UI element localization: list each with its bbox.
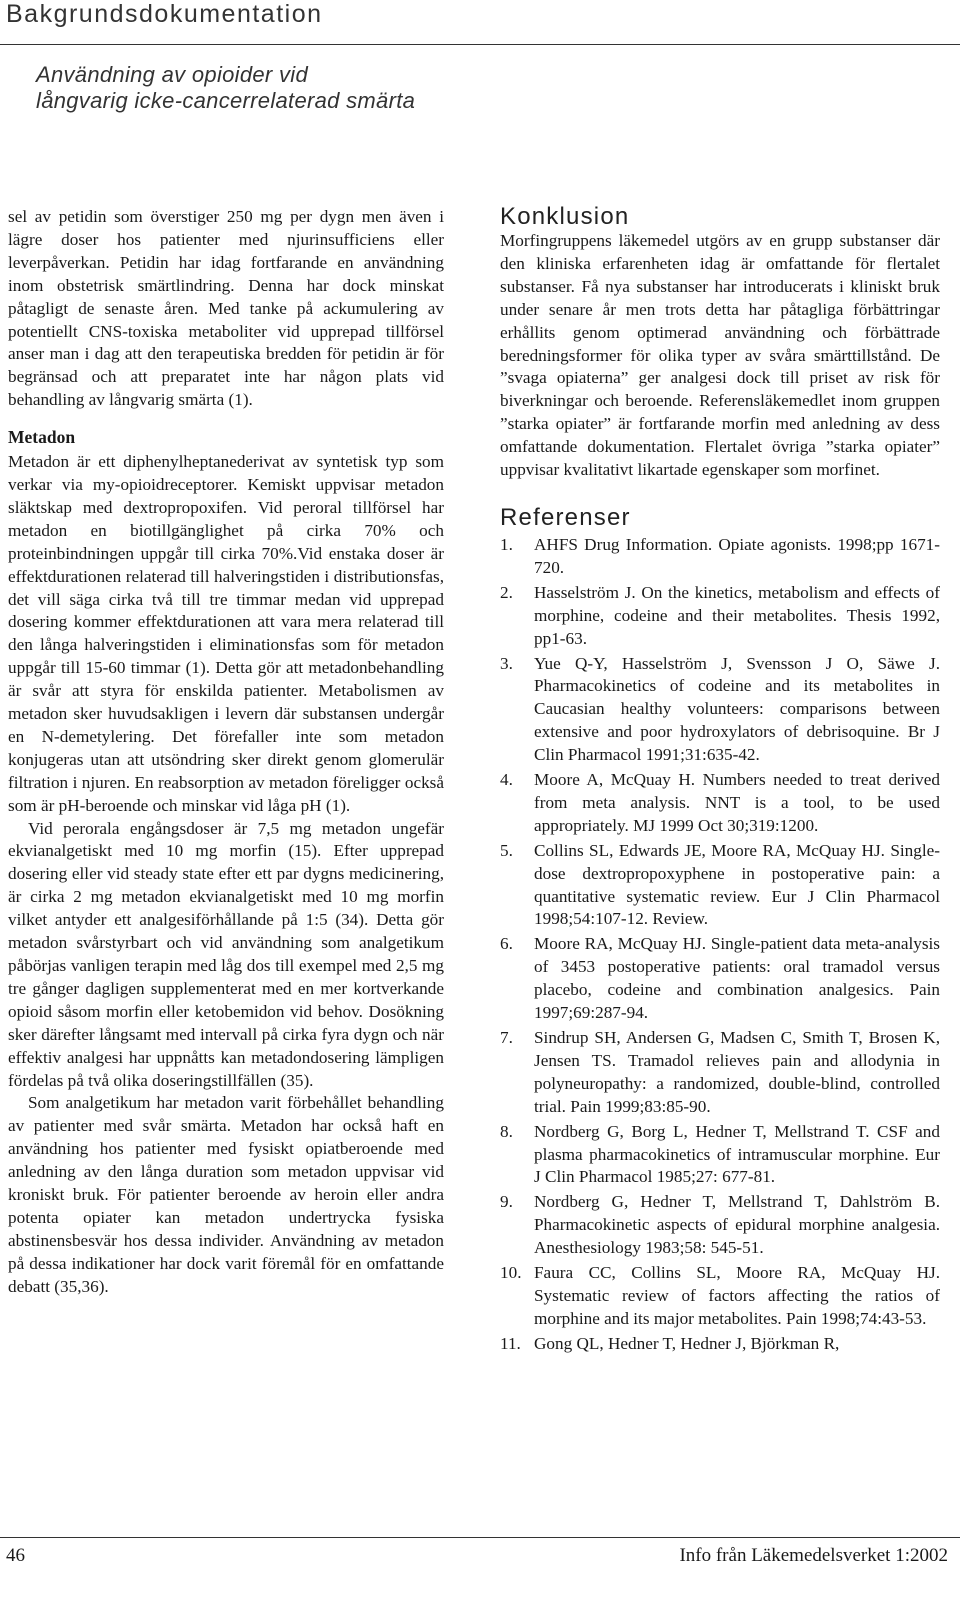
reference-number: 9. — [500, 1192, 513, 1212]
reference-text: Sindrup SH, Andersen G, Madsen C, Smith T, Brosen K, Jensen TS. Tramadol relieves pain and allodynia in polyneuropathy: a randomized, double-blind, controlled trial. Pain 1999;83:85-90. — [534, 1028, 940, 1116]
reference-number: 10. — [500, 1263, 522, 1283]
reference-number: 11. — [500, 1333, 521, 1353]
petidin-paragraph: sel av petidin som överstiger 250 mg per dygn men även i lägre doser hos patienter med njurinsufficiens eller leverpåverkan. Petidin har idag fortfarande en användning inom obstetrisk smärtlindring. Denna har dock minskat påtagligt de senaste åren. Med tanke på ackumulering av potentiellt CNS-toxiska metaboliter vid upprepad tillförsel anser man i dag att den terapeutiska bredden för petidin är för begränsad och att preparatet inte har någon plats vid behandling av långvarig smärta (1). — [8, 207, 444, 410]
reference-number: 1. — [500, 534, 513, 554]
subtitle-line-1: Användning av opioider vid — [36, 62, 308, 87]
konklusion-paragraph: Morfingruppens läkemedel utgörs av en grupp substanser där den kliniska erfarenheten idag är omfattande för flertalet substanser. Få nya substanser har introducerats i kliniskt bruk under senare år men trots detta har påtagliga förbättringar erhållits genom optimerad användning och förbättrade beredningsformer för olika typer av svåra smärttillstånd. De ”svaga opiaterna” ger analgesi dock till priset av risk för biverkningar och beroende. Referensläkemedlet inom gruppen ”starka opiater” är fortfarande morfin med anledning av dess omfattande dokumentation. Flertalet övriga ”starka opiater” uppvisar kvalitativt likartade egenskaper som morfinet. — [500, 231, 940, 480]
reference-text: Collins SL, Edwards JE, Moore RA, McQuay HJ. Single-dose dextropropoxyphene in postoperative pain: a quantitative systematic review. Eur J Clin Pharmacol 1998;54:107-12. Review. — [534, 840, 940, 929]
referenser-heading: Referenser — [500, 503, 631, 531]
reference-text: Nordberg G, Borg L, Hedner T, Mellstrand T. CSF and plasma pharmacokinetics of intramuscular morphine. Eur J Clin Pharmacol 1985;27: 677-81. — [534, 1121, 940, 1187]
reference-number: 7. — [500, 1028, 513, 1047]
metadon-heading: Metadon — [8, 427, 76, 448]
reference-list — [500, 534, 940, 1356]
reference-number: 6. — [500, 934, 513, 954]
reference-text: Yue Q-Y, Hasselström J, Svensson J O, Säwe J. Pharmacokinetics of codeine and its metabolites in Caucasian healthy volunteers: comparisons between extensive and poor hydroxylators of debrisoquine. Br J Clin Pharmacol 1991;31:635-42. — [534, 653, 940, 765]
reference-text: Moore A, McQuay H. Numbers needed to treat derived from meta analysis. NNT is a tool, to be used appropriately. MJ 1999 Oct 30;319:1200. — [534, 770, 940, 835]
reference-item — [500, 1027, 940, 1119]
metadon-paragraph-1: Metadon är ett diphenylheptanederivat av syntetisk typ som verkar via my-opioidreceptorer. Kemiskt uppvisar metadon släktskap med dextropropoxifen. Vid peroral tillförsel har metadon en biotillgänglighet på cirka 70% och proteinbindningen uppgår till cirka 70%.Vid enstaka doser är effektdurationen relaterad till halveringstiden i distributionsfas, det vill säga cirka två till tre timmar medan vid upprepad dosering kommer effektdurationen att vara mera relaterad till den långa halveringstiden i eliminationsfas som för metadon uppgår till 15-60 timmar (1). Detta gör att metadonbehandling är svår att styra för enskilda patienter. Metabolismen av metadon sker huvudsakligen i levern där substansen undergår en N-demetylering. Det förefaller inte som metadon konjugeras utan att utsöndring sker direkt genom glomerulär filtration i njuren. En reabsorption av metadon föreligger också som är pH-beroende och minskar vid låga pH (1). — [8, 452, 444, 815]
reference-item — [500, 1191, 940, 1260]
reference-number: 2. — [500, 582, 513, 602]
page-number: 46 — [6, 1545, 25, 1566]
reference-text: AHFS Drug Information. Opiate agonists. 1998;pp 1671-720. — [534, 534, 940, 577]
reference-text: Hasselström J. On the kinetics, metabolism and effects of morphine, codeine and their metabolites. Thesis 1992, pp1-63. — [534, 582, 940, 648]
reference-number: 5. — [500, 840, 513, 860]
reference-number: 3. — [500, 653, 513, 673]
header-divider — [0, 44, 960, 45]
reference-text: Moore RA, McQuay HJ. Single-patient data meta-analysis of 3453 postoperative patients: oral tramadol versus placebo, codeine and combination analgesics. Pain 1997;69:287-94. — [534, 934, 940, 1023]
reference-item — [500, 1262, 940, 1331]
publication-name: Info från Läkemedelsverket 1:2002 — [679, 1545, 948, 1566]
footer-divider — [0, 1537, 960, 1538]
reference-item — [500, 840, 940, 932]
reference-item — [500, 1333, 940, 1356]
reference-item — [500, 534, 940, 580]
reference-item — [500, 933, 940, 1025]
metadon-paragraph-3: Som analgetikum har metadon varit förbehållet behandling av patienter med svår smärta. Metadon har också haft en användning hos patienter med fysiskt opiatberoende med anledning av den långa duration som metadon uppvisar vid kroniskt bruk. För patienter beroende av heroin eller andra potenta opiater kan metadon undertrycka fysiska abstinensbesvär hos dessa individer. Användning av metadon på dessa indikationer har dock varit föremål för en omfattande debatt (35,36). — [8, 1093, 444, 1296]
reference-text: Faura CC, Collins SL, Moore RA, McQuay HJ. Systematic review of factors affecting the ratios of morphine and its major metabolites. Pain 1998;74:43-53. — [534, 1263, 940, 1328]
reference-number: 4. — [500, 770, 513, 790]
left-column — [8, 206, 444, 1299]
document-subtitle — [36, 62, 415, 114]
metadon-paragraph-2: Vid perorala engångsdoser är 7,5 mg metadon ungefär ekvianalgetiskt med 10 mg morfin (15). Efter upprepad dosering eller vid steady state efter ett par dygns medicinering, är cirka 2 mg metadon ekvianalgetiskt med 10 mg morfin vilket antyder ett analgesiförhållande på 1:5 (34). Detta gör metadon svårstyrbart och vid användning som analgetikum påbörjas vanligen terapin med låg dos till exempel med 2,5 mg tre gånger dagligen supplementerat med en mer kortverkande opioid såsom morfin eller ketobemidon vid behov. Dosökning sker därefter långsamt med intervall på cirka fyra dygn och när effektiv analgesi har uppnåtts kan metadondosering lämpligen fördelas på två olika doseringstillfällen (35). — [8, 818, 444, 1090]
document-header-title: Bakgrundsdokumentation — [6, 0, 323, 28]
reference-item — [500, 582, 940, 651]
reference-number: 8. — [500, 1121, 513, 1141]
reference-item — [500, 1121, 940, 1190]
subtitle-line-2: långvarig icke-cancerrelaterad smärta — [36, 88, 416, 113]
konklusion-heading: Konklusion — [500, 203, 630, 230]
right-column — [500, 230, 940, 1358]
reference-text: Nordberg G, Hedner T, Mellstrand T, Dahlström B. Pharmacokinetic aspects of epidural morphine analgesia. Anesthesiology 1983;58: 545-51. — [534, 1192, 940, 1258]
reference-item — [500, 769, 940, 838]
reference-item — [500, 653, 940, 768]
reference-text: Gong QL, Hedner T, Hedner J, Björkman R, — [534, 1333, 840, 1353]
